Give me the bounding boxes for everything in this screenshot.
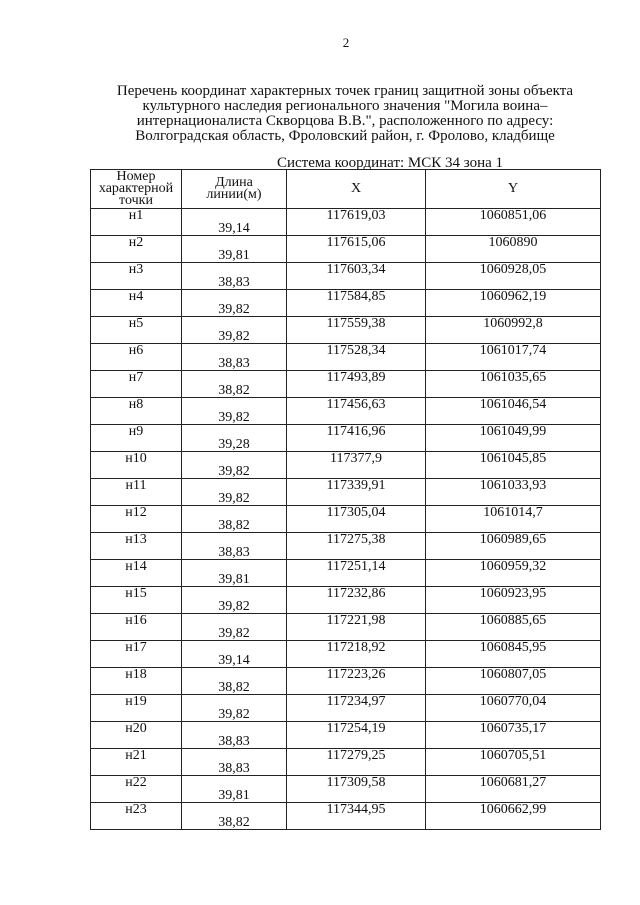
title-line: культурного наследия регионального значения "Могила воина– [142,98,548,114]
length-cell: 38,83 [182,276,287,290]
x-spacer-cell [287,789,426,803]
point-cell: н5 [91,317,182,331]
table-length-row [91,249,601,263]
point-spacer-cell [91,519,182,533]
length-cell: 39,81 [182,573,287,587]
point-spacer-cell [91,384,182,398]
length-cell: 39,82 [182,600,287,614]
x-cell: 117234,97 [287,695,426,709]
x-spacer-cell [287,465,426,479]
y-cell: 1060735,17 [426,722,601,736]
x-spacer-cell [287,546,426,560]
length-spacer-cell [182,425,287,439]
table-row [91,506,601,520]
length-spacer-cell [182,803,287,817]
x-spacer-cell [287,222,426,236]
y-cell: 1060885,65 [426,614,601,628]
x-cell: 117339,91 [287,479,426,493]
y-cell: 1060662,99 [426,803,601,817]
y-cell: 1060770,04 [426,695,601,709]
y-spacer-cell [426,654,601,668]
y-spacer-cell [426,735,601,749]
x-cell: 117615,06 [287,236,426,250]
title-line: интернационалиста Скворцова В.В.", расположенного по адресу: [136,113,554,129]
x-cell: 117344,95 [287,803,426,817]
length-cell: 38,83 [182,357,287,371]
table-row [91,290,601,304]
length-cell: 38,82 [182,681,287,695]
table-length-row [91,438,601,452]
point-spacer-cell [91,816,182,830]
y-spacer-cell [426,816,601,830]
point-cell: н1 [91,209,182,223]
point-cell: н16 [91,614,182,628]
table-row [91,344,601,358]
coordinates-table [90,169,601,830]
point-cell: н2 [91,236,182,250]
y-spacer-cell [426,357,601,371]
point-cell: н17 [91,641,182,655]
table-length-row [91,303,601,317]
length-spacer-cell [182,533,287,547]
point-spacer-cell [91,492,182,506]
table-length-row [91,762,601,776]
point-spacer-cell [91,465,182,479]
table-length-row [91,492,601,506]
x-cell: 117584,85 [287,290,426,304]
point-cell: н19 [91,695,182,709]
table-length-row [91,573,601,587]
point-spacer-cell [91,546,182,560]
table-length-row [91,600,601,614]
y-cell: 1061045,85 [426,452,601,466]
document-title [80,84,610,144]
x-cell: 117279,25 [287,749,426,763]
table-length-row [91,735,601,749]
header-length-line: Длина [215,175,253,190]
length-spacer-cell [182,317,287,331]
length-cell: 38,83 [182,735,287,749]
y-cell: 1060959,32 [426,560,601,574]
table-length-row [91,330,601,344]
point-spacer-cell [91,627,182,641]
y-spacer-cell [426,519,601,533]
length-spacer-cell [182,236,287,250]
header-y: Y [426,170,601,209]
title-line: Волгоградская область, Фроловский район, г. Фролово, кладбище [135,128,555,144]
y-cell: 1061014,7 [426,506,601,520]
y-cell: 1060807,05 [426,668,601,682]
table-row [91,695,601,709]
point-spacer-cell [91,789,182,803]
length-spacer-cell [182,506,287,520]
length-spacer-cell [182,641,287,655]
length-spacer-cell [182,398,287,412]
point-cell: н21 [91,749,182,763]
x-spacer-cell [287,492,426,506]
table-length-row [91,816,601,830]
length-spacer-cell [182,290,287,304]
y-spacer-cell [426,330,601,344]
length-spacer-cell [182,209,287,223]
length-spacer-cell [182,263,287,277]
y-cell: 1060989,65 [426,533,601,547]
table-row [91,398,601,412]
y-cell: 1061017,74 [426,344,601,358]
table-length-row [91,789,601,803]
table-row [91,425,601,439]
y-spacer-cell [426,411,601,425]
length-spacer-cell [182,344,287,358]
x-cell: 117619,03 [287,209,426,223]
table-row [91,209,601,223]
table-length-row [91,222,601,236]
point-spacer-cell [91,411,182,425]
header-point-line: точки [119,193,153,208]
header-point-number [91,170,182,209]
x-cell: 117232,86 [287,587,426,601]
table-length-row [91,708,601,722]
point-cell: н23 [91,803,182,817]
y-cell: 1060992,8 [426,317,601,331]
table-length-row [91,411,601,425]
y-spacer-cell [426,681,601,695]
x-cell: 117223,26 [287,668,426,682]
x-cell: 117377,9 [287,452,426,466]
length-cell: 39,82 [182,627,287,641]
point-cell: н7 [91,371,182,385]
point-spacer-cell [91,654,182,668]
table-length-row [91,519,601,533]
header-line-length [182,170,287,209]
y-cell: 1061033,93 [426,479,601,493]
x-spacer-cell [287,654,426,668]
x-cell: 117275,38 [287,533,426,547]
x-spacer-cell [287,681,426,695]
x-cell: 117559,38 [287,317,426,331]
y-spacer-cell [426,762,601,776]
length-cell: 38,82 [182,384,287,398]
table-row [91,668,601,682]
point-cell: н20 [91,722,182,736]
point-spacer-cell [91,735,182,749]
length-spacer-cell [182,749,287,763]
y-cell: 1061049,99 [426,425,601,439]
table-header-row [91,170,601,209]
length-cell: 39,81 [182,249,287,263]
header-point-line: характерной [98,181,174,196]
y-cell: 1060890 [426,236,601,250]
x-spacer-cell [287,627,426,641]
point-spacer-cell [91,438,182,452]
x-cell: 117493,89 [287,371,426,385]
table-row [91,587,601,601]
table-length-row [91,357,601,371]
length-cell: 39,81 [182,789,287,803]
page-number: 2 [342,35,350,50]
point-spacer-cell [91,573,182,587]
header-length-line: линии(м) [206,187,262,202]
y-spacer-cell [426,465,601,479]
header-point-line: Номер [116,169,156,184]
point-cell: н10 [91,452,182,466]
table-length-row [91,465,601,479]
length-cell: 39,14 [182,654,287,668]
point-spacer-cell [91,303,182,317]
length-cell: 38,83 [182,762,287,776]
x-spacer-cell [287,573,426,587]
x-cell: 117221,98 [287,614,426,628]
y-cell: 1060681,27 [426,776,601,790]
table-length-row [91,681,601,695]
point-spacer-cell [91,276,182,290]
table-row [91,722,601,736]
y-spacer-cell [426,600,601,614]
table-body [91,209,601,830]
x-cell: 117456,63 [287,398,426,412]
y-cell: 1061035,65 [426,371,601,385]
x-cell: 117603,34 [287,263,426,277]
point-cell: н8 [91,398,182,412]
length-cell: 39,82 [182,708,287,722]
length-spacer-cell [182,776,287,790]
coordinate-system-caption: Система координат: МСК 34 зона 1 [276,155,504,171]
length-cell: 39,82 [182,330,287,344]
y-spacer-cell [426,303,601,317]
y-spacer-cell [426,546,601,560]
table-row [91,236,601,250]
y-spacer-cell [426,249,601,263]
x-spacer-cell [287,249,426,263]
x-cell: 117309,58 [287,776,426,790]
point-spacer-cell [91,681,182,695]
y-spacer-cell [426,492,601,506]
length-cell: 39,28 [182,438,287,452]
point-spacer-cell [91,600,182,614]
length-spacer-cell [182,668,287,682]
point-cell: н3 [91,263,182,277]
table-row [91,452,601,466]
length-spacer-cell [182,614,287,628]
y-cell: 1060928,05 [426,263,601,277]
point-cell: н13 [91,533,182,547]
length-cell: 38,83 [182,546,287,560]
point-cell: н15 [91,587,182,601]
length-cell: 39,82 [182,303,287,317]
table-row [91,371,601,385]
length-spacer-cell [182,722,287,736]
x-spacer-cell [287,735,426,749]
x-spacer-cell [287,276,426,290]
y-spacer-cell [426,276,601,290]
x-cell: 117251,14 [287,560,426,574]
x-spacer-cell [287,519,426,533]
point-spacer-cell [91,357,182,371]
length-spacer-cell [182,695,287,709]
length-spacer-cell [182,371,287,385]
length-spacer-cell [182,479,287,493]
x-spacer-cell [287,330,426,344]
title-line: Перечень координат характерных точек границ защитной зоны объекта [116,83,574,99]
point-cell: н14 [91,560,182,574]
length-cell: 39,82 [182,492,287,506]
y-cell: 1060851,06 [426,209,601,223]
table-row [91,317,601,331]
length-spacer-cell [182,560,287,574]
header-x: X [287,170,426,209]
table-length-row [91,627,601,641]
y-cell: 1060962,19 [426,290,601,304]
y-spacer-cell [426,708,601,722]
point-spacer-cell [91,249,182,263]
length-spacer-cell [182,587,287,601]
y-cell: 1060705,51 [426,749,601,763]
point-cell: н12 [91,506,182,520]
length-spacer-cell [182,452,287,466]
x-spacer-cell [287,357,426,371]
x-cell: 117305,04 [287,506,426,520]
y-spacer-cell [426,573,601,587]
table-length-row [91,276,601,290]
table-row [91,263,601,277]
length-cell: 38,82 [182,519,287,533]
x-cell: 117218,92 [287,641,426,655]
x-spacer-cell [287,384,426,398]
x-cell: 117416,96 [287,425,426,439]
x-spacer-cell [287,708,426,722]
length-cell: 39,82 [182,411,287,425]
point-cell: н11 [91,479,182,493]
y-spacer-cell [426,789,601,803]
point-spacer-cell [91,762,182,776]
table-row [91,614,601,628]
table-row [91,749,601,763]
point-cell: н9 [91,425,182,439]
y-cell: 1060845,95 [426,641,601,655]
table-row [91,533,601,547]
point-spacer-cell [91,708,182,722]
table-row [91,479,601,493]
table-length-row [91,654,601,668]
length-cell: 39,14 [182,222,287,236]
point-cell: н6 [91,344,182,358]
y-spacer-cell [426,384,601,398]
x-spacer-cell [287,600,426,614]
length-cell: 39,82 [182,465,287,479]
x-spacer-cell [287,411,426,425]
x-cell: 117254,19 [287,722,426,736]
point-spacer-cell [91,222,182,236]
length-cell: 38,82 [182,816,287,830]
table-row [91,641,601,655]
point-cell: н22 [91,776,182,790]
point-cell: н18 [91,668,182,682]
y-spacer-cell [426,222,601,236]
table-row [91,803,601,817]
table-length-row [91,546,601,560]
table-length-row [91,384,601,398]
point-spacer-cell [91,330,182,344]
table-row [91,776,601,790]
x-cell: 117528,34 [287,344,426,358]
x-spacer-cell [287,303,426,317]
table-row [91,560,601,574]
y-spacer-cell [426,438,601,452]
x-spacer-cell [287,438,426,452]
point-cell: н4 [91,290,182,304]
y-spacer-cell [426,627,601,641]
y-cell: 1061046,54 [426,398,601,412]
x-spacer-cell [287,816,426,830]
y-cell: 1060923,95 [426,587,601,601]
x-spacer-cell [287,762,426,776]
